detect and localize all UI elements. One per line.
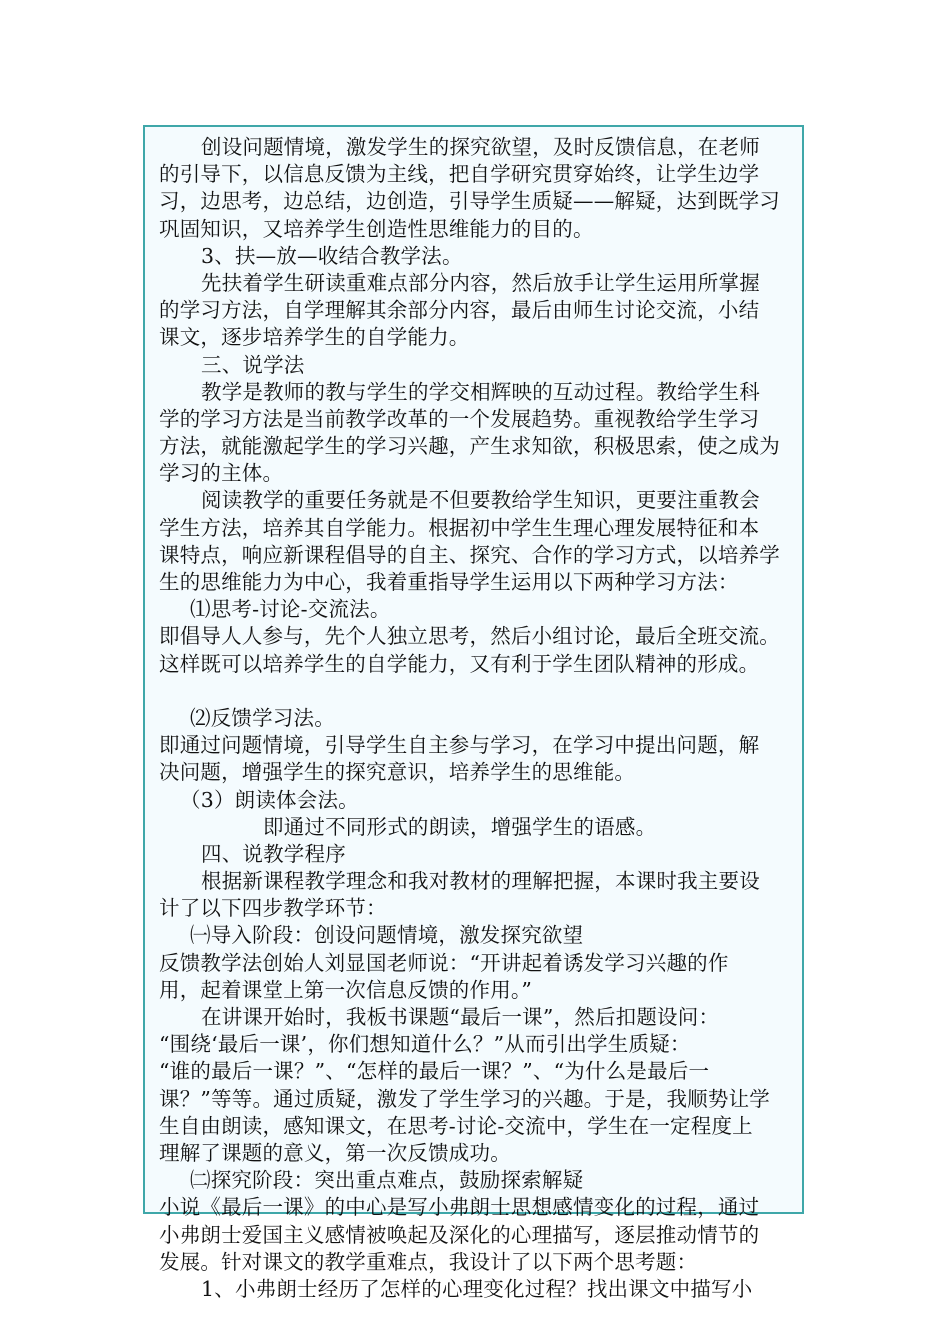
text-line: 即倡导人人参与，先个人独立思考，然后小组讨论，最后全班交流。 bbox=[159, 624, 780, 649]
text-line: （3）朗读体会法。 bbox=[180, 787, 359, 812]
text-line: 学生方法，培养其自学能力。根据初中学生生理心理发展特征和本 bbox=[159, 515, 760, 540]
text-line: 课文，逐步培养学生的自学能力。 bbox=[159, 325, 470, 350]
section-heading: 四、说教学程序 bbox=[201, 841, 346, 866]
text-line: 方法，就能激起学生的学习兴趣，产生求知欲，积极思索，使之成为 bbox=[159, 434, 780, 459]
text-line: 理解了课题的意义，第一次反馈成功。 bbox=[159, 1140, 511, 1165]
text-line: 巩固知识，又培养学生创造性思维能力的目的。 bbox=[159, 216, 594, 241]
text-line: 1、小弗朗士经历了怎样的心理变化过程？找出课文中描写小 bbox=[201, 1276, 753, 1301]
text-line: 课特点，响应新课程倡导的自主、探究、合作的学习方式，以培养学 bbox=[159, 542, 780, 567]
blank-line bbox=[159, 678, 792, 705]
text-line: 学的学习方法是当前教学改革的一个发展趋势。重视教给学生学习 bbox=[159, 406, 760, 431]
text-line: 习，边思考，边总结，边创造，引导学生质疑——解疑，达到既学习 bbox=[159, 189, 780, 214]
section-heading: 三、说学法 bbox=[201, 352, 305, 377]
text-line: 小说《最后一课》的中心是写小弗朗士思想感情变化的过程，通过 bbox=[159, 1195, 760, 1220]
text-line: 即通过问题情境，引导学生自主参与学习，在学习中提出问题，解 bbox=[159, 733, 760, 758]
text-line: 生的思维能力为中心，我着重指导学生运用以下两种学习方法： bbox=[159, 570, 739, 594]
text-line: ⑴思考-讨论-交流法。 bbox=[190, 597, 391, 622]
text-line: 的引导下，以信息反馈为主线，把自学研究贯穿始终，让学生边学 bbox=[159, 162, 760, 187]
text-frame bbox=[143, 125, 804, 1301]
text-line: 课？”等等。通过质疑，激发了学生学习的兴趣。于是，我顺势让学 bbox=[159, 1086, 770, 1111]
text-line: 学习的主体。 bbox=[159, 461, 284, 486]
text-line: 用，起着课堂上第一次信息反馈的作用。” bbox=[159, 977, 533, 1002]
text-line: 这样既可以培养学生的自学能力，又有利于学生团队精神的形成。 bbox=[159, 651, 760, 676]
text-line: 先扶着学生研读重难点部分内容，然后放手让学生运用所掌握 bbox=[201, 270, 760, 295]
text-line: 3、扶—放—收结合教学法。 bbox=[201, 243, 463, 268]
text-line: 反馈教学法创始人刘显国老师说：“开讲起着诱发学习兴趣的作 bbox=[159, 950, 729, 975]
text-line: 创设问题情境，激发学生的探究欲望，及时反馈信息，在老师 bbox=[201, 135, 760, 159]
text-line: 教学是教师的教与学生的学交相辉映的互动过程。教给学生科 bbox=[201, 379, 760, 404]
text-line: 生自由朗读，感知课文，在思考-讨论-交流中，学生在一定程度上 bbox=[159, 1113, 753, 1138]
text-line: “围绕‘最后一课’，你们想知道什么？”从而引出学生质疑： bbox=[159, 1032, 691, 1057]
text-line: “谁的最后一课？”、“怎样的最后一课？”、“为什么是最后一 bbox=[159, 1059, 710, 1084]
text-line: ㈠导入阶段：创设问题情境，激发探究欲望 bbox=[190, 923, 584, 948]
text-line: 决问题，增强学生的探究意识，培养学生的思维能。 bbox=[159, 760, 636, 785]
text-line: 小弗朗士爱国主义感情被唤起及深化的心理描写，逐层推动情节的 bbox=[159, 1222, 760, 1247]
text-line: 根据新课程教学理念和我对教材的理解把握，本课时我主要设 bbox=[201, 869, 760, 894]
text-line: 的学习方法，自学理解其余部分内容，最后由师生讨论交流，小结 bbox=[159, 298, 760, 323]
text-line: 发展。针对课文的教学重难点，我设计了以下两个思考题： bbox=[159, 1249, 698, 1274]
text-line: 在讲课开始时，我板书课题“最后一课”，然后扣题设问： bbox=[201, 1005, 720, 1029]
text-line: 即通过不同形式的朗读，增强学生的语感。 bbox=[263, 814, 657, 839]
text-line: 阅读教学的重要任务就是不但要教给学生知识，更要注重教会 bbox=[201, 488, 760, 513]
text-line: ⑵反馈学习法。 bbox=[190, 705, 335, 730]
text-line: ㈡探究阶段：突出重点难点，鼓励探索解疑 bbox=[190, 1168, 584, 1193]
text-line: 计了以下四步教学环节： bbox=[159, 896, 387, 921]
